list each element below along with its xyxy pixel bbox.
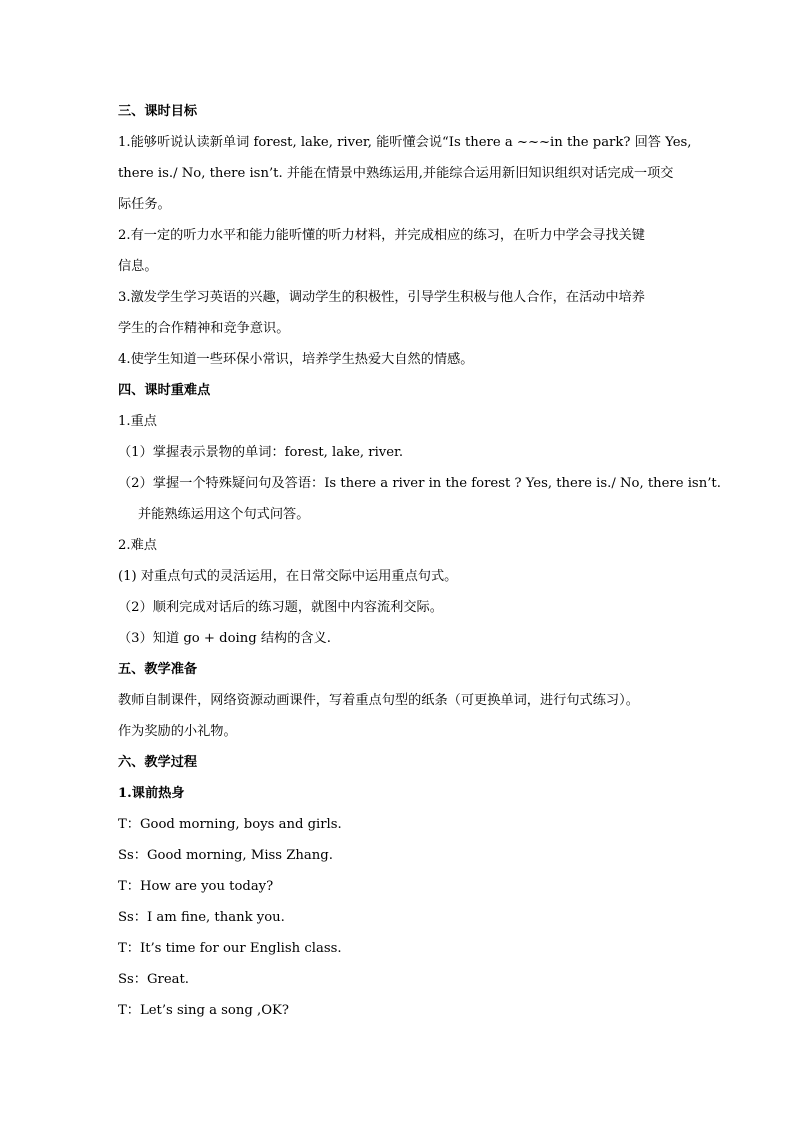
difficult-point-3: （3）知道 go + doing 结构的含义. <box>118 631 332 646</box>
section6-heading: 六、教学过程 <box>118 755 198 770</box>
key-point-1: （1）掌握表示景物的单词：forest, lake, river. <box>118 445 404 460</box>
section3-line-6: 3.激发学生学习英语的兴趣，调动学生的积极性，引导学生积极与他人合作，在活动中培养 <box>118 290 645 305</box>
section3-line-2: there is./ No, there isn’t. 并能在情景中熟练运用,并能综合运用新旧知识组织对话完成一项交 <box>118 166 674 181</box>
section3-heading: 三、课时目标 <box>118 104 198 119</box>
section4-heading: 四、课时重难点 <box>118 383 211 398</box>
section3-line-8: 4.使学生知道一些环保小常识，培养学生热爱大自然的情感。 <box>118 352 474 367</box>
dialogue-line-7: T：Let’s sing a song ,OK? <box>118 1003 289 1018</box>
key-points-label: 1.重点 <box>118 414 157 429</box>
section5-line-1: 教师自制课件，网络资源动画课件，写着重点句型的纸条（可更换单词，进行句式练习）。 <box>118 693 639 708</box>
difficult-point-2: （2）顺利完成对话后的练习题，就图中内容流利交际。 <box>118 600 443 615</box>
key-point-2: （2）掌握一个特殊疑问句及答语：Is there a river in the forest ? Yes, there is./ No, there isn’t. <box>118 476 721 491</box>
dialogue-line-3: T：How are you today? <box>118 879 274 894</box>
key-point-2-continued: 并能熟练运用这个句式问答。 <box>138 507 310 522</box>
difficult-point-1: (1) 对重点句式的灵活运用，在日常交际中运用重点句式。 <box>118 569 458 584</box>
dialogue-line-4: Ss：I am fine, thank you. <box>118 910 285 925</box>
section3-line-5: 信息。 <box>118 259 158 274</box>
dialogue-line-1: T：Good morning, boys and girls. <box>118 817 342 832</box>
difficult-points-label: 2.难点 <box>118 538 157 553</box>
dialogue-line-2: Ss：Good morning, Miss Zhang. <box>118 848 333 863</box>
section3-line-3: 际任务。 <box>118 197 171 212</box>
section3-line-4: 2.有一定的听力水平和能力能听懂的听力材料，并完成相应的练习，在听力中学会寻找关键 <box>118 228 645 243</box>
warm-up-heading: 1.课前热身 <box>118 786 185 801</box>
section5-line-2: 作为奖励的小礼物。 <box>118 724 237 739</box>
section3-line-7: 学生的合作精神和竞争意识。 <box>118 321 290 336</box>
dialogue-line-6: Ss：Great. <box>118 972 189 987</box>
dialogue-line-5: T：It’s time for our English class. <box>118 941 342 956</box>
section3-line-1: 1.能够听说认读新单词 forest, lake, river, 能听懂会说“Is there a ~~~in the park? 回答 Yes, <box>118 135 692 150</box>
section5-heading: 五、教学准备 <box>118 662 198 677</box>
